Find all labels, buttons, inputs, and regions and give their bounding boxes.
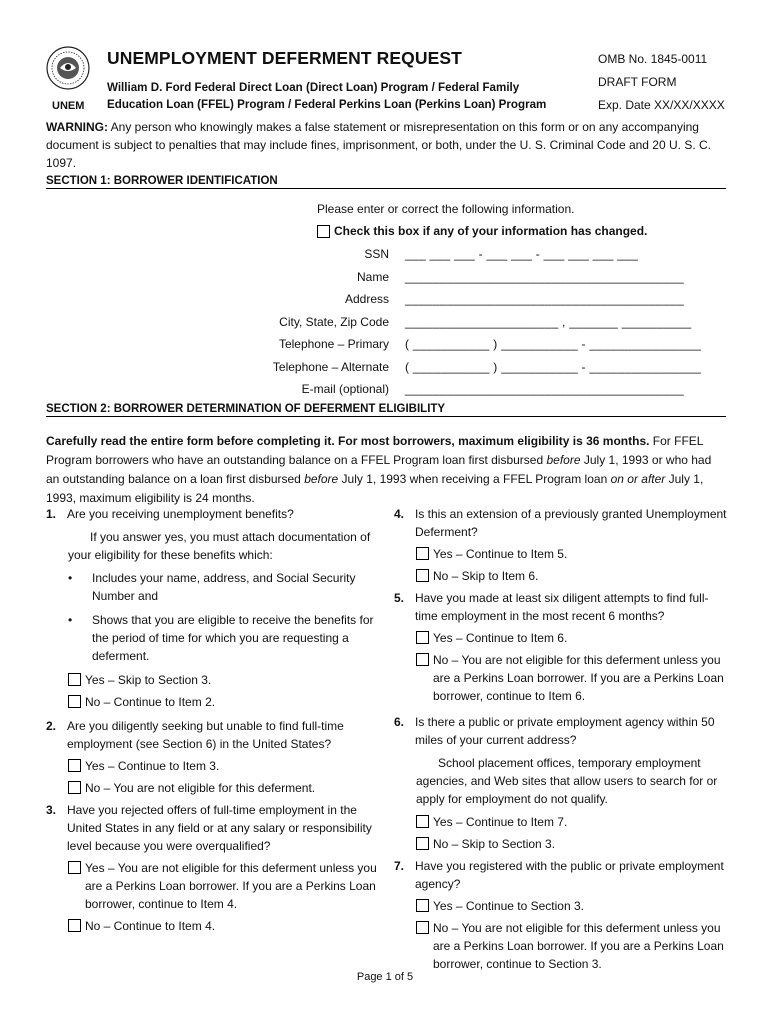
question-text: Have you made at least six diligent attempts to find full-time employment in the most recent 6 months? [415, 591, 709, 623]
question-number: 2. [46, 719, 57, 733]
q6-no-checkbox[interactable] [416, 837, 429, 850]
q7-no-checkbox[interactable] [416, 921, 429, 934]
city-state-zip-label: City, State, Zip Code [279, 315, 389, 329]
question-1-yes [46, 671, 381, 689]
telephone-alternate-field[interactable]: ( ___________ ) ___________ - ________________ [405, 360, 702, 374]
question-6-no [394, 835, 729, 853]
city-state-zip-field[interactable]: ______________________ , _______ __________ [405, 315, 692, 329]
page-number: Page 1 of 5 [356, 971, 414, 983]
name-row [220, 270, 725, 284]
option-label: No – Skip to Item 6. [433, 569, 539, 583]
section-1-heading: SECTION 1: BORROWER IDENTIFICATION [46, 175, 726, 189]
section-2-intro [46, 432, 726, 508]
question-text: Have you registered with the public or private employment agency? [415, 859, 724, 891]
question-1-note: If you answer yes, you must attach documentation of your eligibility for these benefits which: [68, 530, 371, 562]
question-number: 1. [46, 507, 57, 521]
question-7 [394, 857, 729, 893]
q4-no-checkbox[interactable] [416, 569, 429, 582]
question-4-no [394, 567, 729, 585]
option-label: No – You are not eligible for this deferment unless you are a Perkins Loan borrower. If you are a Perkins Loan borrower, continue to Section 3. [433, 921, 724, 971]
q3-no-checkbox[interactable] [68, 919, 81, 932]
question-3 [46, 801, 381, 855]
option-label: Yes – Continue to Item 3. [85, 759, 220, 773]
option-label: Yes – Skip to Section 3. [85, 673, 212, 687]
questions-right-column [394, 505, 729, 977]
telephone-alternate-label: Telephone – Alternate [272, 360, 389, 374]
question-6 [394, 713, 729, 749]
question-2 [46, 717, 381, 753]
intro-text-d: July 1, 1993, maximum eligibility is 24 months. [46, 472, 704, 505]
question-number: 3. [46, 803, 57, 817]
option-label: No – You are not eligible for this deferment. [85, 781, 316, 795]
address-label: Address [344, 292, 389, 306]
ssn-field[interactable]: ___ ___ ___ - ___ ___ - ___ ___ ___ ___ [405, 247, 639, 261]
question-text: Are you receiving unemployment benefits? [67, 507, 294, 521]
q1-no-checkbox[interactable] [68, 695, 81, 708]
question-1 [46, 505, 381, 523]
question-5 [394, 589, 729, 625]
bullet-icon: • [68, 571, 73, 585]
question-number: 4. [394, 507, 405, 521]
q3-yes-checkbox[interactable] [68, 861, 81, 874]
address-field[interactable]: ________________________________________ [405, 292, 684, 306]
city-state-zip-row [220, 315, 725, 329]
option-label: Yes – You are not eligible for this deferment unless you are a Perkins Loan borrower. If you are a Perkins Loan borrower, continue to Item 4. [85, 861, 377, 911]
ssn-label: SSN [364, 247, 389, 261]
intro-on-or-after: on or after [610, 472, 666, 486]
q2-yes-checkbox[interactable] [68, 759, 81, 772]
intro-text-a: For FFEL Program borrowers who have an outstanding balance on a FFEL Program loan first disbursed [46, 434, 704, 467]
intro-text-b: July 1, 1993 or who had an outstanding balance on a loan first disbursed [46, 453, 712, 486]
q6-yes-checkbox[interactable] [416, 815, 429, 828]
expiration-date: Exp. Date XX/XX/XXXX [598, 98, 725, 112]
question-text: Is this an extension of a previously granted Unemployment Deferment? [415, 507, 727, 539]
draft-label: DRAFT FORM [598, 75, 677, 89]
option-label: Yes – Continue to Item 5. [433, 547, 568, 561]
telephone-primary-row [220, 337, 725, 351]
question-text: Is there a public or private employment agency within 50 miles of your current address? [415, 715, 715, 747]
email-field[interactable]: ________________________________________ [405, 382, 684, 396]
ssn-row [220, 247, 725, 261]
question-6-note: School placement offices, temporary employment agencies, and Web sites that allow users to search for or apply for employment do not qualify. [416, 756, 718, 806]
question-1-bullet-1 [46, 569, 381, 605]
question-6-yes [394, 813, 729, 831]
option-label: Yes – Continue to Item 7. [433, 815, 568, 829]
question-1-no [46, 693, 381, 711]
question-3-yes [46, 859, 381, 913]
question-3-no [46, 917, 381, 935]
q5-yes-checkbox[interactable] [416, 631, 429, 644]
omb-info [598, 48, 725, 117]
name-field[interactable]: ________________________________________ [405, 270, 684, 284]
email-row [220, 382, 725, 396]
intro-bold: Carefully read the entire form before completing it. For most borrowers, maximum eligibility is 36 months. [46, 434, 650, 448]
question-number: 6. [394, 715, 405, 729]
warning-body: Any person who knowingly makes a false statement or misrepresentation on this form or on any accompanying document is subject to penalties that may include fines, imprisonment, or both, under the U. S. Criminal Code and 20 U. S. C. 1097. [46, 120, 711, 170]
section-1-instruction: Please enter or correct the following information. [317, 202, 575, 216]
question-text: Are you diligently seeking but unable to find full-time employment (see Section 6) in the United States? [67, 719, 344, 751]
telephone-primary-field[interactable]: ( ___________ ) ___________ - ________________ [405, 337, 702, 351]
telephone-alternate-row [220, 360, 725, 374]
option-label: Yes – Continue to Section 3. [433, 899, 584, 913]
question-4-yes [394, 545, 729, 563]
omb-number: OMB No. 1845-0011 [598, 52, 708, 66]
question-number: 7. [394, 859, 405, 873]
info-changed-row [317, 224, 647, 238]
info-changed-label: Check this box if any of your information has changed. [334, 224, 648, 238]
warning-text [46, 118, 726, 172]
section-2-heading: SECTION 2: BORROWER DETERMINATION OF DEFERMENT ELIGIBILITY [46, 403, 726, 417]
question-text: Have you rejected offers of full-time employment in the United States in any field or at any salary or responsibility level because you were overqualified? [67, 803, 372, 853]
option-label: Yes – Continue to Item 6. [433, 631, 568, 645]
email-label: E-mail (optional) [301, 382, 389, 396]
question-5-yes [394, 629, 729, 647]
question-1-bullet-2 [46, 611, 381, 665]
bullet-text: Shows that you are eligible to receive the benefits for the period of time for which you are requesting a deferment. [92, 613, 374, 663]
question-number: 5. [394, 591, 405, 605]
question-7-yes [394, 897, 729, 915]
option-label: No – You are not eligible for this deferment unless you are a Perkins Loan borrower. If you are a Perkins Loan borrower, continue to Item 6. [433, 653, 724, 703]
question-2-no [46, 779, 381, 797]
department-of-education-seal-icon [46, 46, 90, 90]
intro-before-1: before [546, 453, 581, 467]
subtitle-line-1: William D. Ford Federal Direct Loan (Direct Loan) Program / Federal Family [107, 81, 520, 94]
question-7-no [394, 919, 729, 973]
intro-before-2: before [304, 472, 339, 486]
warning-label: WARNING: [46, 120, 108, 134]
q5-no-checkbox[interactable] [416, 653, 429, 666]
q7-yes-checkbox[interactable] [416, 899, 429, 912]
question-5-no [394, 651, 729, 705]
telephone-primary-label: Telephone – Primary [278, 337, 389, 351]
q4-yes-checkbox[interactable] [416, 547, 429, 560]
q2-no-checkbox[interactable] [68, 781, 81, 794]
question-4 [394, 505, 729, 541]
form-title: UNEMPLOYMENT DEFERMENT REQUEST [107, 48, 462, 68]
bullet-text: Includes your name, address, and Social Security Number and [92, 571, 356, 603]
intro-text-c: July 1, 1993 when receiving a FFEL Program loan [338, 472, 611, 486]
address-row [220, 292, 725, 306]
option-label: No – Skip to Section 3. [433, 837, 556, 851]
questions-left-column [46, 505, 381, 939]
form-subtitle [107, 79, 577, 113]
subtitle-line-2: Education Loan (FFEL) Program / Federal Perkins Loan (Perkins Loan) Program [107, 98, 547, 111]
info-changed-checkbox[interactable] [317, 225, 330, 238]
form-code: UNEM [52, 100, 85, 112]
option-label: No – Continue to Item 4. [85, 919, 216, 933]
bullet-icon: • [68, 613, 73, 627]
name-label: Name [356, 270, 389, 284]
question-2-yes [46, 757, 381, 775]
q1-yes-checkbox[interactable] [68, 673, 81, 686]
option-label: No – Continue to Item 2. [85, 695, 216, 709]
